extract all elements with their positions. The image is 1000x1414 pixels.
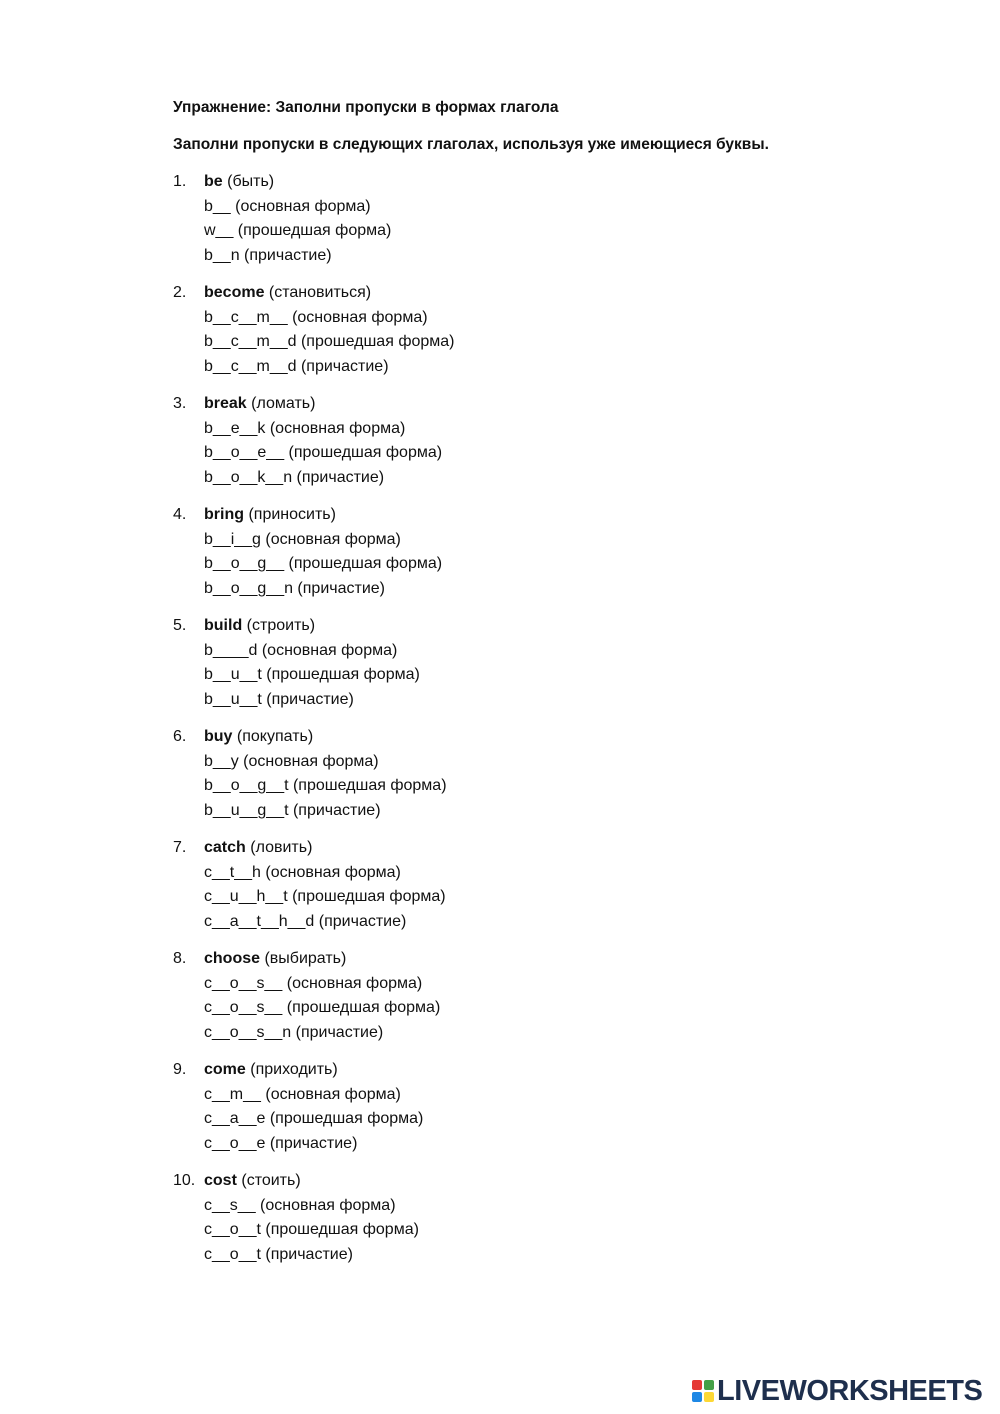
exercise-item [173,392,953,490]
item-number: 3. [173,395,187,412]
verb-form-line[interactable]: b__c__m__ (основная форма) [204,308,428,326]
verb-word: build [204,617,243,634]
verb-heading [204,503,953,528]
verb-word: choose [204,950,261,967]
item-number: 10. [173,1172,196,1189]
verb-word: break [204,395,247,412]
verb-heading [204,1169,953,1194]
verb-translation: (становиться) [268,284,372,301]
exercise-item [173,1169,953,1267]
verb-translation: (ловить) [250,839,313,856]
exercise-item [173,503,953,601]
exercise-instruction: Заполни пропуски в следующих глаголах, используя уже имеющиеся буквы. [173,136,769,153]
verb-word: bring [204,506,244,523]
verb-translation: (приносить) [248,506,336,523]
verb-form-line[interactable]: b__o__g__n (причастие) [204,579,385,597]
verb-form-line[interactable]: b__o__k__n (причастие) [204,468,385,486]
verb-form-line[interactable]: b__u__t (причастие) [204,690,354,708]
exercise-item [173,1058,953,1156]
verb-heading [204,1058,953,1083]
verb-word: become [204,284,265,301]
verb-form-line[interactable]: c__a__t__h__d (причастие) [204,912,407,930]
verb-form-line[interactable]: c__a__e (прошедшая форма) [204,1110,424,1127]
verb-heading [204,725,953,750]
verb-form-line[interactable]: b__c__m__d (прошедшая форма) [204,333,455,350]
verb-word: be [204,173,223,190]
verb-form-line[interactable]: b__e__k (основная форма) [204,419,406,437]
verb-translation: (строить) [246,617,316,634]
verb-translation: (приходить) [250,1061,338,1078]
verb-translation: (выбирать) [264,950,347,967]
verb-heading [204,836,953,861]
exercise-list [173,170,953,1267]
liveworksheets-wordmark: LIVEWORKSHEETS [717,1375,983,1407]
item-number: 5. [173,617,187,634]
verb-translation: (покупать) [236,728,314,745]
exercise-item [173,614,953,712]
verb-word: come [204,1061,246,1078]
exercise-item [173,725,953,823]
verb-form-line[interactable]: b__y (основная форма) [204,752,379,770]
verb-heading [204,281,953,306]
exercise-item [173,836,953,934]
item-number: 6. [173,728,187,745]
verb-form-line[interactable]: b__n (причастие) [204,246,332,264]
verb-form-line[interactable]: c__o__s__ (прошедшая форма) [204,999,441,1016]
verb-translation: (стоить) [241,1172,301,1189]
verb-form-line[interactable]: b__u__t (прошедшая форма) [204,666,420,683]
verb-form-line[interactable]: b__o__g__ (прошедшая форма) [204,555,443,572]
verb-form-line[interactable]: b____d (основная форма) [204,641,398,659]
item-number: 4. [173,506,187,523]
verb-form-line[interactable]: c__s__ (основная форма) [204,1196,396,1214]
worksheet-content [173,96,953,1280]
item-number: 1. [173,173,187,190]
verb-form-line[interactable]: b__ (основная форма) [204,197,371,215]
verb-form-line[interactable]: c__o__s__n (причастие) [204,1023,384,1041]
verb-form-line[interactable]: b__c__m__d (причастие) [204,357,389,375]
verb-translation: (быть) [227,173,275,190]
verb-form-line[interactable]: b__i__g (основная форма) [204,530,401,548]
verb-translation: (ломать) [251,395,316,412]
exercise-item [173,170,953,268]
verb-form-line[interactable]: b__o__e__ (прошедшая форма) [204,444,443,461]
verb-form-line[interactable]: c__o__e (причастие) [204,1134,358,1152]
verb-form-line[interactable]: w__ (прошедшая форма) [204,222,392,239]
verb-form-line[interactable]: c__o__s__ (основная форма) [204,974,423,992]
exercise-item [173,947,953,1045]
verb-word: buy [204,728,233,745]
verb-heading [204,170,953,195]
verb-form-line[interactable]: c__m__ (основная форма) [204,1085,401,1103]
verb-heading [204,614,953,639]
verb-form-line[interactable]: b__u__g__t (причастие) [204,801,381,819]
exercise-item [173,281,953,379]
item-number: 2. [173,284,187,301]
verb-word: cost [204,1172,237,1189]
liveworksheets-mark-icon [692,1380,714,1402]
liveworksheets-logo [692,1376,982,1406]
verb-form-line[interactable]: c__u__h__t (прошедшая форма) [204,888,446,905]
item-number: 9. [173,1061,187,1078]
verb-form-line[interactable]: b__o__g__t (прошедшая форма) [204,777,447,794]
verb-form-line[interactable]: c__o__t (причастие) [204,1245,353,1263]
verb-form-line[interactable]: c__o__t (прошедшая форма) [204,1221,419,1238]
verb-heading [204,947,953,972]
item-number: 8. [173,950,187,967]
verb-word: catch [204,839,246,856]
verb-heading [204,392,953,417]
exercise-title: Упражнение: Заполни пропуски в формах глагола [173,99,559,116]
item-number: 7. [173,839,187,856]
verb-form-line[interactable]: c__t__h (основная форма) [204,863,401,881]
